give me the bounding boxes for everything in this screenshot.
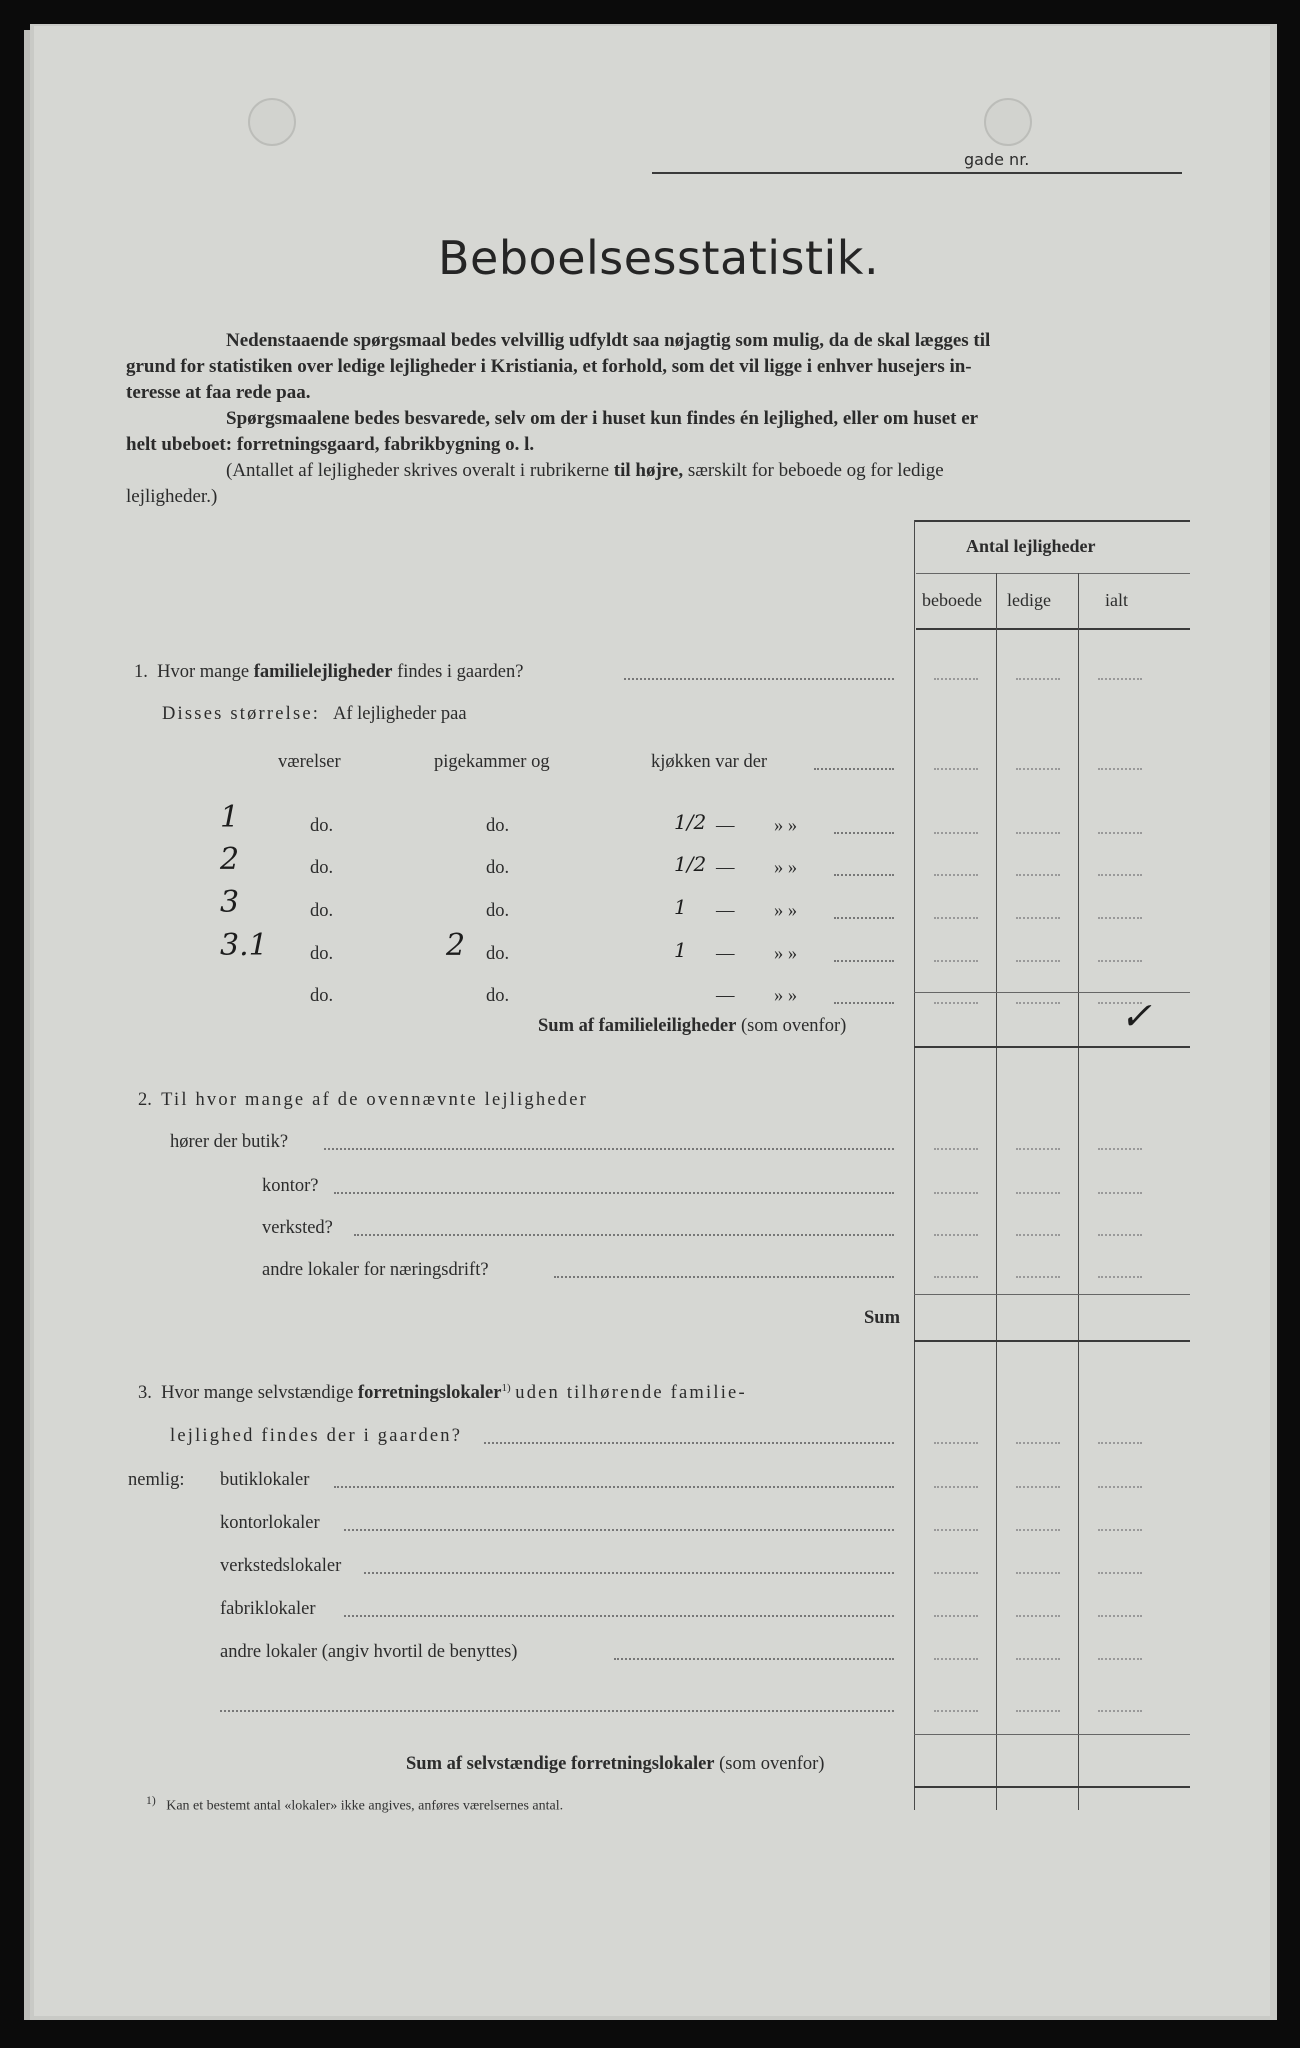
table-cell-dots bbox=[934, 1572, 978, 1574]
q2-question bbox=[138, 1090, 588, 1111]
q1-row-do-2: do. bbox=[486, 816, 510, 836]
q1-row-dash: — bbox=[716, 944, 735, 964]
table-cell-dots bbox=[1098, 1615, 1142, 1617]
table-cell-dots bbox=[1016, 1615, 1060, 1617]
table-cell-dots bbox=[1098, 1442, 1142, 1444]
col-header-ledige: ledige bbox=[1007, 590, 1051, 610]
q3-text-c: uden tilhørende familie- bbox=[515, 1383, 747, 1404]
q1-row-dots bbox=[834, 917, 894, 919]
q1-row-dots bbox=[834, 1002, 894, 1004]
table-cell-dots bbox=[1098, 832, 1142, 834]
table-cell-dots bbox=[1098, 1529, 1142, 1531]
q1-row-dots bbox=[834, 960, 894, 962]
q3-text-line2: lejlighed findes der i gaarden? bbox=[170, 1426, 463, 1446]
q1-row-quote: » » bbox=[774, 901, 798, 921]
q2-item-butik: hører der butik? bbox=[170, 1132, 289, 1152]
q3-dots-2 bbox=[344, 1529, 894, 1531]
table-cell-dots bbox=[1098, 1658, 1142, 1660]
checkmark-handwritten: ✓ bbox=[1120, 994, 1152, 1038]
table-cell-dots bbox=[1016, 1276, 1060, 1278]
q3-sum-rest: (som ovenfor) bbox=[719, 1754, 825, 1774]
q1-col-rooms: værelser bbox=[278, 752, 341, 772]
table-header-divider bbox=[916, 573, 1190, 574]
q1-row-rooms-hw: 3.1 bbox=[220, 928, 268, 963]
table-cell-dots bbox=[1098, 960, 1142, 962]
q3-sum-label bbox=[406, 1754, 824, 1775]
q1-size-label bbox=[162, 704, 467, 725]
table-cell-dots bbox=[1098, 1148, 1142, 1150]
q3-nemlig: nemlig: bbox=[128, 1470, 185, 1490]
q3-dots-1 bbox=[334, 1486, 894, 1488]
footnote-mark: 1) bbox=[146, 1794, 156, 1807]
table-cell-dots bbox=[1016, 768, 1060, 770]
form-sheet bbox=[34, 26, 1270, 2016]
q1-row-kitchen-hw: 1/2 bbox=[674, 810, 707, 834]
col-header-beboede: beboede bbox=[922, 590, 982, 610]
table-cell-dots bbox=[1016, 1710, 1060, 1712]
q3-dots-5 bbox=[614, 1658, 894, 1660]
intro-p3-line2: lejligheder.) bbox=[126, 486, 218, 507]
table-cell-dots bbox=[1098, 678, 1142, 680]
q1-row-dash: — bbox=[716, 816, 735, 836]
q3-item-butiklokaler: butiklokaler bbox=[220, 1470, 310, 1490]
table-cell-dots bbox=[934, 960, 978, 962]
table-cell-dots bbox=[1098, 1710, 1142, 1712]
q1-text-c: findes i gaarden? bbox=[397, 662, 524, 682]
q1-row-quote: » » bbox=[774, 944, 798, 964]
intro-p2-line2: helt ubeboet: forretningsgaard, fabrikbygning o. l. bbox=[126, 434, 535, 455]
table-vline-3 bbox=[1078, 573, 1079, 1810]
intro-p3-a: (Antallet af lejligheder skrives overalt i rubrikerne bbox=[226, 460, 610, 481]
punch-hole-left bbox=[248, 98, 296, 146]
q3-question bbox=[138, 1382, 747, 1404]
q1-row-dash: — bbox=[716, 858, 735, 878]
table-cell-dots bbox=[1016, 1658, 1060, 1660]
page-title: Beboelsesstatistik. bbox=[438, 231, 880, 285]
q1-row-quote: » » bbox=[774, 986, 798, 1006]
q1-row-do-2: do. bbox=[486, 944, 510, 964]
q1-row-dash: — bbox=[716, 986, 735, 1006]
q3-item-verkstedslokaler: verkstedslokaler bbox=[220, 1556, 342, 1576]
table-cell-dots bbox=[1098, 1572, 1142, 1574]
table-cell-dots bbox=[1016, 874, 1060, 876]
q2-dots-1 bbox=[324, 1148, 894, 1150]
table-cell-dots bbox=[1098, 1276, 1142, 1278]
intro-p1-line2: grund for statistiken over ledige lejligheder i Kristiania, et forhold, som det vil ligge i enhver husejers in- bbox=[126, 356, 972, 377]
table-cell-dots bbox=[934, 1002, 978, 1004]
q1-row-do-1: do. bbox=[310, 986, 334, 1006]
q3-sum-top-line bbox=[914, 1734, 1190, 1735]
col-header-ialt: ialt bbox=[1105, 590, 1128, 610]
table-group-header: Antal lejligheder bbox=[966, 536, 1096, 556]
q1-row-dots bbox=[834, 832, 894, 834]
table-cell-dots bbox=[1016, 1192, 1060, 1194]
q2-number: 2. bbox=[138, 1090, 152, 1110]
q1-row-do-2: do. bbox=[486, 901, 510, 921]
q1-row-kitchen-hw: 1/2 bbox=[674, 852, 707, 876]
table-cell-dots bbox=[934, 1442, 978, 1444]
q2-item-andre: andre lokaler for næringsdrift? bbox=[262, 1260, 489, 1280]
intro-p3-c: særskilt for beboede og for ledige bbox=[687, 460, 944, 481]
q3-sum-bottom bbox=[914, 1786, 1190, 1788]
q3-item-kontorlokaler: kontorlokaler bbox=[220, 1513, 320, 1533]
q2-sum-label: Sum bbox=[864, 1308, 900, 1328]
footnote bbox=[146, 1794, 563, 1815]
q3-footnote-ref: 1) bbox=[501, 1382, 511, 1394]
q1-row-kitchen-hw: 1 bbox=[674, 895, 687, 919]
q2-dots-4 bbox=[554, 1276, 894, 1278]
q3-dots-3 bbox=[364, 1572, 894, 1574]
table-cell-dots bbox=[934, 1192, 978, 1194]
q1-row-quote: » » bbox=[774, 858, 798, 878]
table-cell-dots bbox=[1098, 1234, 1142, 1236]
table-cell-dots bbox=[934, 1710, 978, 1712]
intro-p3-b: til højre, bbox=[613, 460, 684, 481]
q2-sum-bottom bbox=[914, 1340, 1190, 1342]
table-cell-dots bbox=[934, 874, 978, 876]
table-cell-dots bbox=[934, 917, 978, 919]
intro-p1-line3: teresse at faa rede paa. bbox=[126, 382, 311, 403]
q1-col-maid: pigekammer og bbox=[434, 752, 550, 772]
q2-item-verksted: verksted? bbox=[262, 1218, 333, 1238]
table-cell-dots bbox=[934, 1234, 978, 1236]
table-cell-dots bbox=[934, 678, 978, 680]
q3-item-fabriklokaler: fabriklokaler bbox=[220, 1599, 316, 1619]
q1-sum-rest: (som ovenfor) bbox=[740, 1016, 847, 1036]
table-cell-dots bbox=[1098, 1002, 1142, 1004]
table-cell-dots bbox=[1016, 960, 1060, 962]
q2-item-kontor: kontor? bbox=[262, 1176, 319, 1196]
q1-row-rooms-hw: 1 bbox=[220, 800, 240, 835]
intro-p3-line1 bbox=[226, 458, 944, 484]
q1-row-do-1: do. bbox=[310, 901, 334, 921]
q3-text-b: forretningslokaler bbox=[357, 1383, 502, 1404]
table-cell-dots bbox=[934, 768, 978, 770]
table-cell-dots bbox=[1098, 1192, 1142, 1194]
table-cell-dots bbox=[934, 1486, 978, 1488]
q1-row-rooms-hw: 2 bbox=[220, 842, 240, 877]
q1-size-label-a: Disses størrelse: bbox=[162, 704, 321, 724]
q1-leader-dots bbox=[624, 678, 894, 680]
table-cell-dots bbox=[1098, 1486, 1142, 1488]
q3-dots-4 bbox=[344, 1615, 894, 1617]
table-cell-dots bbox=[1098, 874, 1142, 876]
q1-number: 1. bbox=[134, 662, 148, 682]
table-cell-dots bbox=[1098, 917, 1142, 919]
table-cell-dots bbox=[1016, 832, 1060, 834]
q1-col-kitchen: kjøkken var der bbox=[651, 752, 768, 772]
table-cell-dots bbox=[1016, 1529, 1060, 1531]
intro-p1-line1: Nedenstaaende spørgsmaal bedes velvillig udfyldt saa nøjagtig som mulig, da de skal lægges til bbox=[226, 330, 991, 351]
q1-question bbox=[134, 662, 523, 683]
q1-sum-bottom bbox=[914, 1046, 1190, 1048]
q3-dots-0 bbox=[484, 1442, 894, 1444]
q1-row-dots bbox=[834, 874, 894, 876]
q1-header-dots bbox=[814, 768, 894, 770]
q2-dots-2 bbox=[334, 1192, 894, 1194]
table-cell-dots bbox=[1016, 1234, 1060, 1236]
q1-row-maid-hw: 2 bbox=[446, 928, 466, 963]
q3-item-andre: andre lokaler (angiv hvortil de benyttes) bbox=[220, 1642, 518, 1662]
gade-nr-label: gade nr. bbox=[964, 150, 1030, 169]
q2-dots-3 bbox=[354, 1234, 894, 1236]
q3-sum-bold: Sum af selvstændige forretningslokaler bbox=[406, 1754, 715, 1774]
q1-row-do-1: do. bbox=[310, 858, 334, 878]
table-cell-dots bbox=[1016, 678, 1060, 680]
q1-sum-top-line bbox=[914, 992, 1190, 993]
table-vline-2 bbox=[996, 573, 997, 1810]
table-cell-dots bbox=[934, 1529, 978, 1531]
q1-row-do-2: do. bbox=[486, 986, 510, 1006]
table-cell-dots bbox=[1016, 1002, 1060, 1004]
table-header-bottom bbox=[916, 628, 1190, 630]
table-top-line bbox=[914, 520, 1190, 522]
table-vline-1 bbox=[914, 520, 915, 1810]
q1-sum-label bbox=[538, 1016, 846, 1037]
intro-p2-line1: Spørgsmaalene bedes besvarede, selv om der i huset kun findes én lejlighed, eller om huset er bbox=[226, 408, 979, 429]
table-cell-dots bbox=[1016, 1572, 1060, 1574]
q1-row-do-2: do. bbox=[486, 858, 510, 878]
table-cell-dots bbox=[934, 1658, 978, 1660]
table-cell-dots bbox=[934, 832, 978, 834]
q1-sum-bold: Sum af familieleiligheder bbox=[538, 1016, 737, 1036]
q1-row-do-1: do. bbox=[310, 816, 334, 836]
table-cell-dots bbox=[1016, 1148, 1060, 1150]
q1-row-rooms-hw: 3 bbox=[220, 885, 240, 920]
q1-text-a: Hvor mange bbox=[157, 662, 250, 682]
q1-row-dash: — bbox=[716, 901, 735, 921]
footnote-text: Kan et bestemt antal «lokaler» ikke angives, anføres værelsernes antal. bbox=[166, 1798, 564, 1814]
table-cell-dots bbox=[934, 1276, 978, 1278]
q1-row-do-1: do. bbox=[310, 944, 334, 964]
punch-hole-right bbox=[984, 98, 1032, 146]
gade-nr-line bbox=[652, 172, 1182, 174]
q3-number: 3. bbox=[138, 1383, 152, 1404]
q2-sum-top-line bbox=[914, 1294, 1190, 1295]
table-cell-dots bbox=[934, 1615, 978, 1617]
q2-text: Til hvor mange af de ovennævnte lejligheder bbox=[161, 1090, 588, 1110]
q3-text-a: Hvor mange selvstændige bbox=[161, 1383, 354, 1404]
table-cell-dots bbox=[1098, 768, 1142, 770]
table-cell-dots bbox=[1016, 1486, 1060, 1488]
q1-size-label-b: Af lejligheder paa bbox=[333, 704, 467, 724]
table-cell-dots bbox=[1016, 1442, 1060, 1444]
table-cell-dots bbox=[934, 1148, 978, 1150]
q1-row-kitchen-hw: 1 bbox=[674, 938, 687, 962]
table-cell-dots bbox=[1016, 917, 1060, 919]
q3-dots-6 bbox=[220, 1710, 894, 1712]
q1-text-b: familielejligheder bbox=[253, 662, 393, 682]
q1-row-quote: » » bbox=[774, 816, 798, 836]
